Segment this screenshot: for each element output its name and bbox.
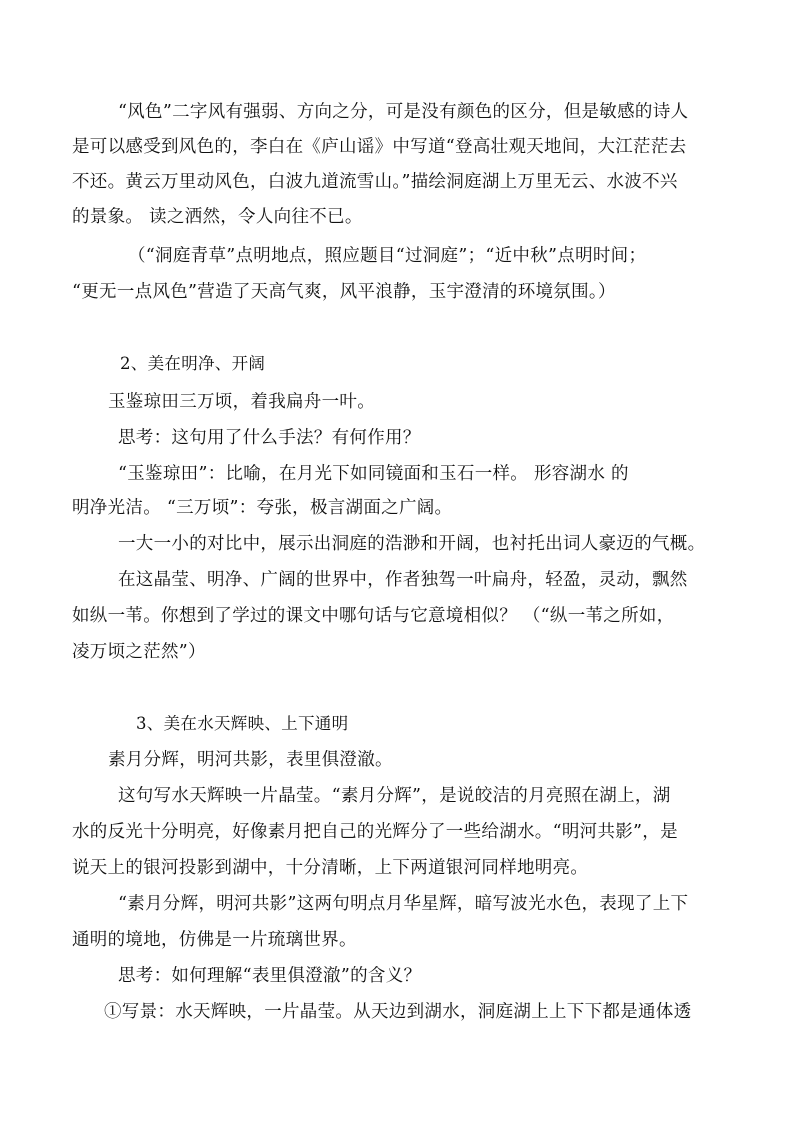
- text-line: 通明的境地，仿佛是一片琉璃世界。: [72, 930, 357, 950]
- text-line: 水的反光十分明亮，好像素月把自己的光辉分了一些给湖水。“明河共影”，是: [72, 822, 678, 842]
- text-line: 是可以感受到风色的，李白在《庐山谣》中写道“登高壮观天地间，大江茫茫去: [72, 137, 687, 157]
- text-line: 一大一小的对比中，展示出洞庭的浩渺和开阔，也衬托出词人豪迈的气概。: [118, 534, 706, 554]
- text-line: 不还。黄云万里动风色，白波九道流雪山。”描绘洞庭湖上万里无云、水波不兴: [72, 172, 678, 192]
- text-line: （“洞庭青草”点明地点，照应题目“过洞庭”；“近中秋”点明时间；: [128, 246, 647, 266]
- text-line: 在这晶莹、明净、广阔的世界中，作者独驾一叶扁舟，轻盈，灵动，飘然: [118, 570, 688, 590]
- text-line: “更无一点风色”营造了天高气爽，风平浪静，玉宇澄清的环境氛围。）: [72, 282, 616, 302]
- text-line: “玉鉴琼田”：比喻，在月光下如同镜面和玉石一样。 形容湖水 的: [118, 464, 629, 484]
- text-line: 凌万顷之茫然”）: [72, 642, 206, 662]
- text-line: 素月分辉，明河共影，表里俱澄澈。: [108, 750, 393, 770]
- section-heading: 3、美在水天辉映、上下通明: [136, 714, 349, 733]
- text-line: “素月分辉，明河共影”这两句明点月华星辉，暗写波光水色，表现了上下: [118, 894, 689, 914]
- text-line: 如纵一苇。你想到了学过的课文中哪句话与它意境相似？ （“纵一苇之所如，: [72, 606, 675, 626]
- text-line: 思考：这句用了什么手法？有何作用？: [118, 428, 421, 448]
- text-line: 说天上的银河投影到湖中，十分清晰，上下两道银河同样地明亮。: [72, 858, 589, 878]
- text-line: 玉鉴琼田三万顷，着我扁舟一叶。: [108, 392, 375, 412]
- text-line: 思考：如何理解“表里俱澄澈”的含义？: [118, 966, 422, 986]
- section-heading: 2、美在明净、开阔: [120, 354, 266, 373]
- text-line: 明净光洁。 “三万顷”：夸张，极言湖面之广阔。: [72, 498, 453, 518]
- text-line: ①写景：水天辉映，一片晶莹。从天边到湖水，洞庭湖上上下下都是通体透: [104, 1002, 692, 1022]
- text-line: “风色”二字风有强弱、方向之分，可是没有颜色的区分，但是敏感的诗人: [118, 102, 689, 122]
- text-line: 这句写水天辉映一片晶莹。“素月分辉”，是说皎洁的月亮照在湖上，湖: [118, 786, 671, 806]
- text-line: 的景象。 读之洒然，令人向往不已。: [72, 207, 363, 227]
